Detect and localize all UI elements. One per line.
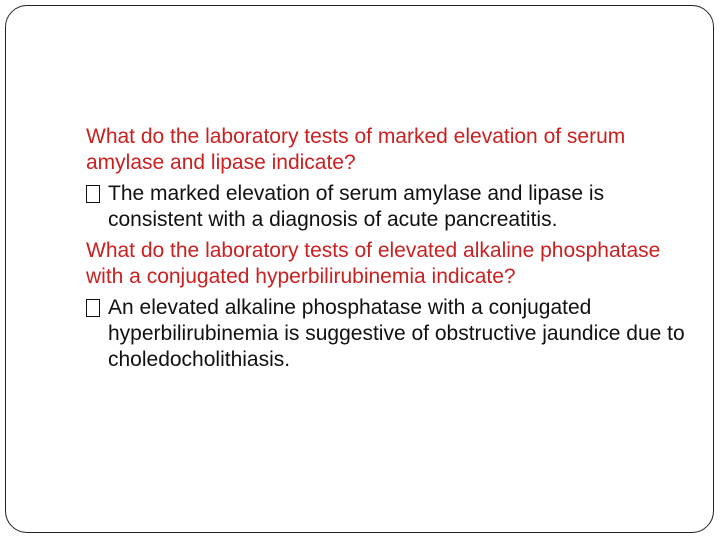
answer-1 [86, 181, 696, 233]
question-1: What do the laboratory tests of marked elevation of serum amylase and lipase indicate? [86, 125, 626, 174]
answer-2 [86, 295, 696, 373]
answer-1-text: The marked elevation of serum amylase and lipase is consistent with a diagnosis of acute pancreatitis. [108, 182, 605, 231]
question-2: What do the laboratory tests of elevated alkaline phosphatase with a conjugated hyperbilirubinemia indicate? [86, 239, 661, 288]
missing-glyph-bullet-icon [86, 185, 100, 203]
missing-glyph-bullet-icon [86, 299, 100, 317]
slide-content [86, 124, 696, 378]
slide-frame [5, 5, 714, 533]
answer-2-text: An elevated alkaline phosphatase with a conjugated hyperbilirubinemia is suggestive of obstructive jaundice due to choledocholithiasis. [108, 296, 685, 371]
